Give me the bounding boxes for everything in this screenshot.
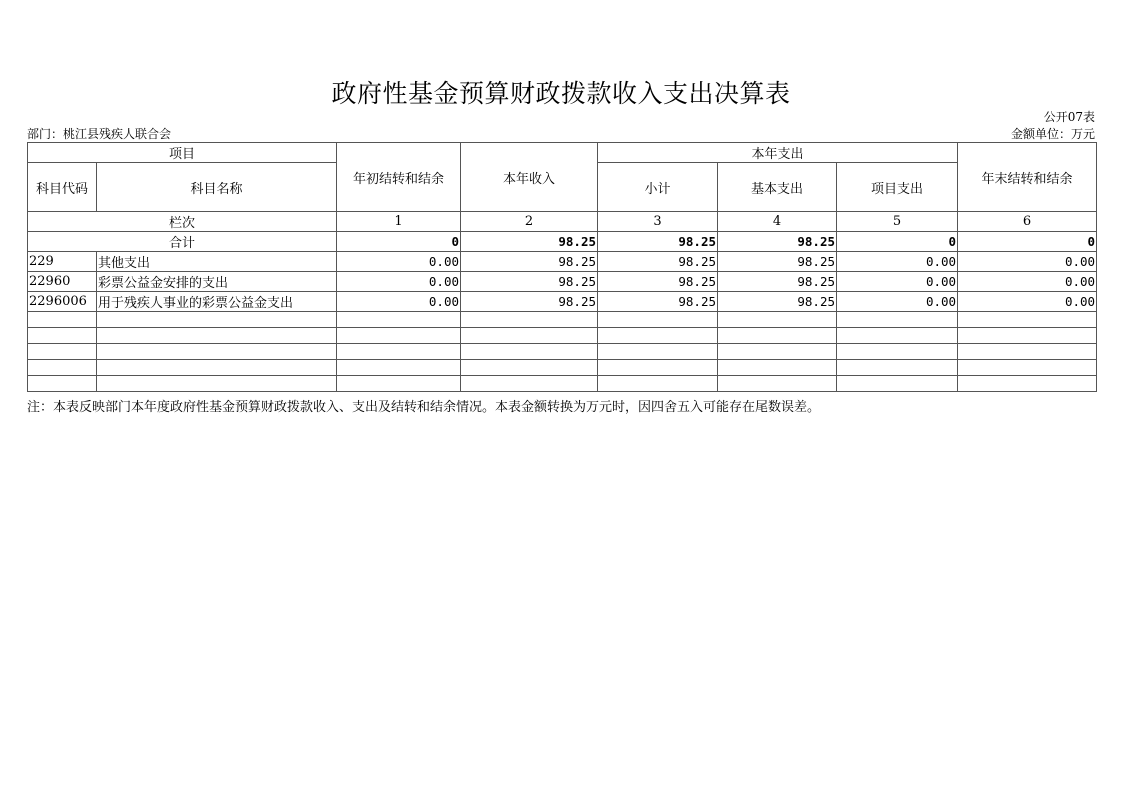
total-row bbox=[28, 232, 1097, 252]
row-project: 0.00 bbox=[837, 292, 958, 312]
row-name: 其他支出 bbox=[97, 252, 337, 272]
empty-row bbox=[28, 344, 1097, 360]
row-begin-balance: 0.00 bbox=[337, 292, 461, 312]
empty-row bbox=[28, 312, 1097, 328]
header-project: 项目 bbox=[28, 143, 337, 163]
row-begin-balance: 0.00 bbox=[337, 252, 461, 272]
table-row bbox=[28, 272, 1097, 292]
column-index-label: 栏次 bbox=[28, 212, 337, 232]
empty-row bbox=[28, 328, 1097, 344]
row-basic: 98.25 bbox=[718, 252, 837, 272]
header-name: 科目名称 bbox=[97, 163, 337, 212]
header-subtotal: 小计 bbox=[598, 163, 718, 212]
column-index-2: 2 bbox=[461, 212, 598, 232]
table-row bbox=[28, 292, 1097, 312]
form-number: 公开07表 bbox=[1043, 110, 1095, 124]
table-row bbox=[28, 252, 1097, 272]
header-expense-group: 本年支出 bbox=[598, 143, 958, 163]
row-subtotal: 98.25 bbox=[598, 272, 718, 292]
row-begin-balance: 0.00 bbox=[337, 272, 461, 292]
total-subtotal: 98.25 bbox=[598, 232, 718, 252]
total-basic: 98.25 bbox=[718, 232, 837, 252]
row-code: 2296006 bbox=[28, 292, 97, 312]
budget-table bbox=[27, 142, 1097, 392]
header-project-expense: 项目支出 bbox=[837, 163, 958, 212]
row-end-balance: 0.00 bbox=[958, 252, 1097, 272]
row-basic: 98.25 bbox=[718, 292, 837, 312]
row-project: 0.00 bbox=[837, 272, 958, 292]
department-label: 部门：桃江县残疾人联合会 bbox=[27, 127, 172, 141]
row-end-balance: 0.00 bbox=[958, 292, 1097, 312]
row-subtotal: 98.25 bbox=[598, 252, 718, 272]
row-code: 22960 bbox=[28, 272, 97, 292]
total-label: 合计 bbox=[28, 232, 337, 252]
row-subtotal: 98.25 bbox=[598, 292, 718, 312]
column-index-6: 6 bbox=[958, 212, 1097, 232]
header-code: 科目代码 bbox=[28, 163, 97, 212]
column-index-4: 4 bbox=[718, 212, 837, 232]
row-project: 0.00 bbox=[837, 252, 958, 272]
column-index-3: 3 bbox=[598, 212, 718, 232]
column-index-5: 5 bbox=[837, 212, 958, 232]
empty-row bbox=[28, 360, 1097, 376]
row-basic: 98.25 bbox=[718, 272, 837, 292]
header-end-balance: 年末结转和结余 bbox=[958, 143, 1097, 212]
row-name: 彩票公益金安排的支出 bbox=[97, 272, 337, 292]
row-income: 98.25 bbox=[461, 292, 598, 312]
amount-unit-label: 金额单位：万元 bbox=[1010, 127, 1095, 141]
total-begin-balance: 0 bbox=[337, 232, 461, 252]
row-code: 229 bbox=[28, 252, 97, 272]
header-basic-expense: 基本支出 bbox=[718, 163, 837, 212]
row-name: 用于残疾人事业的彩票公益金支出 bbox=[97, 292, 337, 312]
total-income: 98.25 bbox=[461, 232, 598, 252]
header-income: 本年收入 bbox=[461, 143, 598, 212]
footnote: 注：本表反映部门本年度政府性基金预算财政拨款收入、支出及结转和结余情况。本表金额转换为万元时，因四舍五入可能存在尾数误差。 bbox=[27, 400, 821, 415]
column-index-1: 1 bbox=[337, 212, 461, 232]
total-project: 0 bbox=[837, 232, 958, 252]
row-end-balance: 0.00 bbox=[958, 272, 1097, 292]
empty-row bbox=[28, 376, 1097, 392]
header-begin-balance: 年初结转和结余 bbox=[337, 143, 461, 212]
row-income: 98.25 bbox=[461, 252, 598, 272]
report-title: 政府性基金预算财政拨款收入支出决算表 bbox=[331, 79, 791, 108]
total-end-balance: 0 bbox=[958, 232, 1097, 252]
row-income: 98.25 bbox=[461, 272, 598, 292]
